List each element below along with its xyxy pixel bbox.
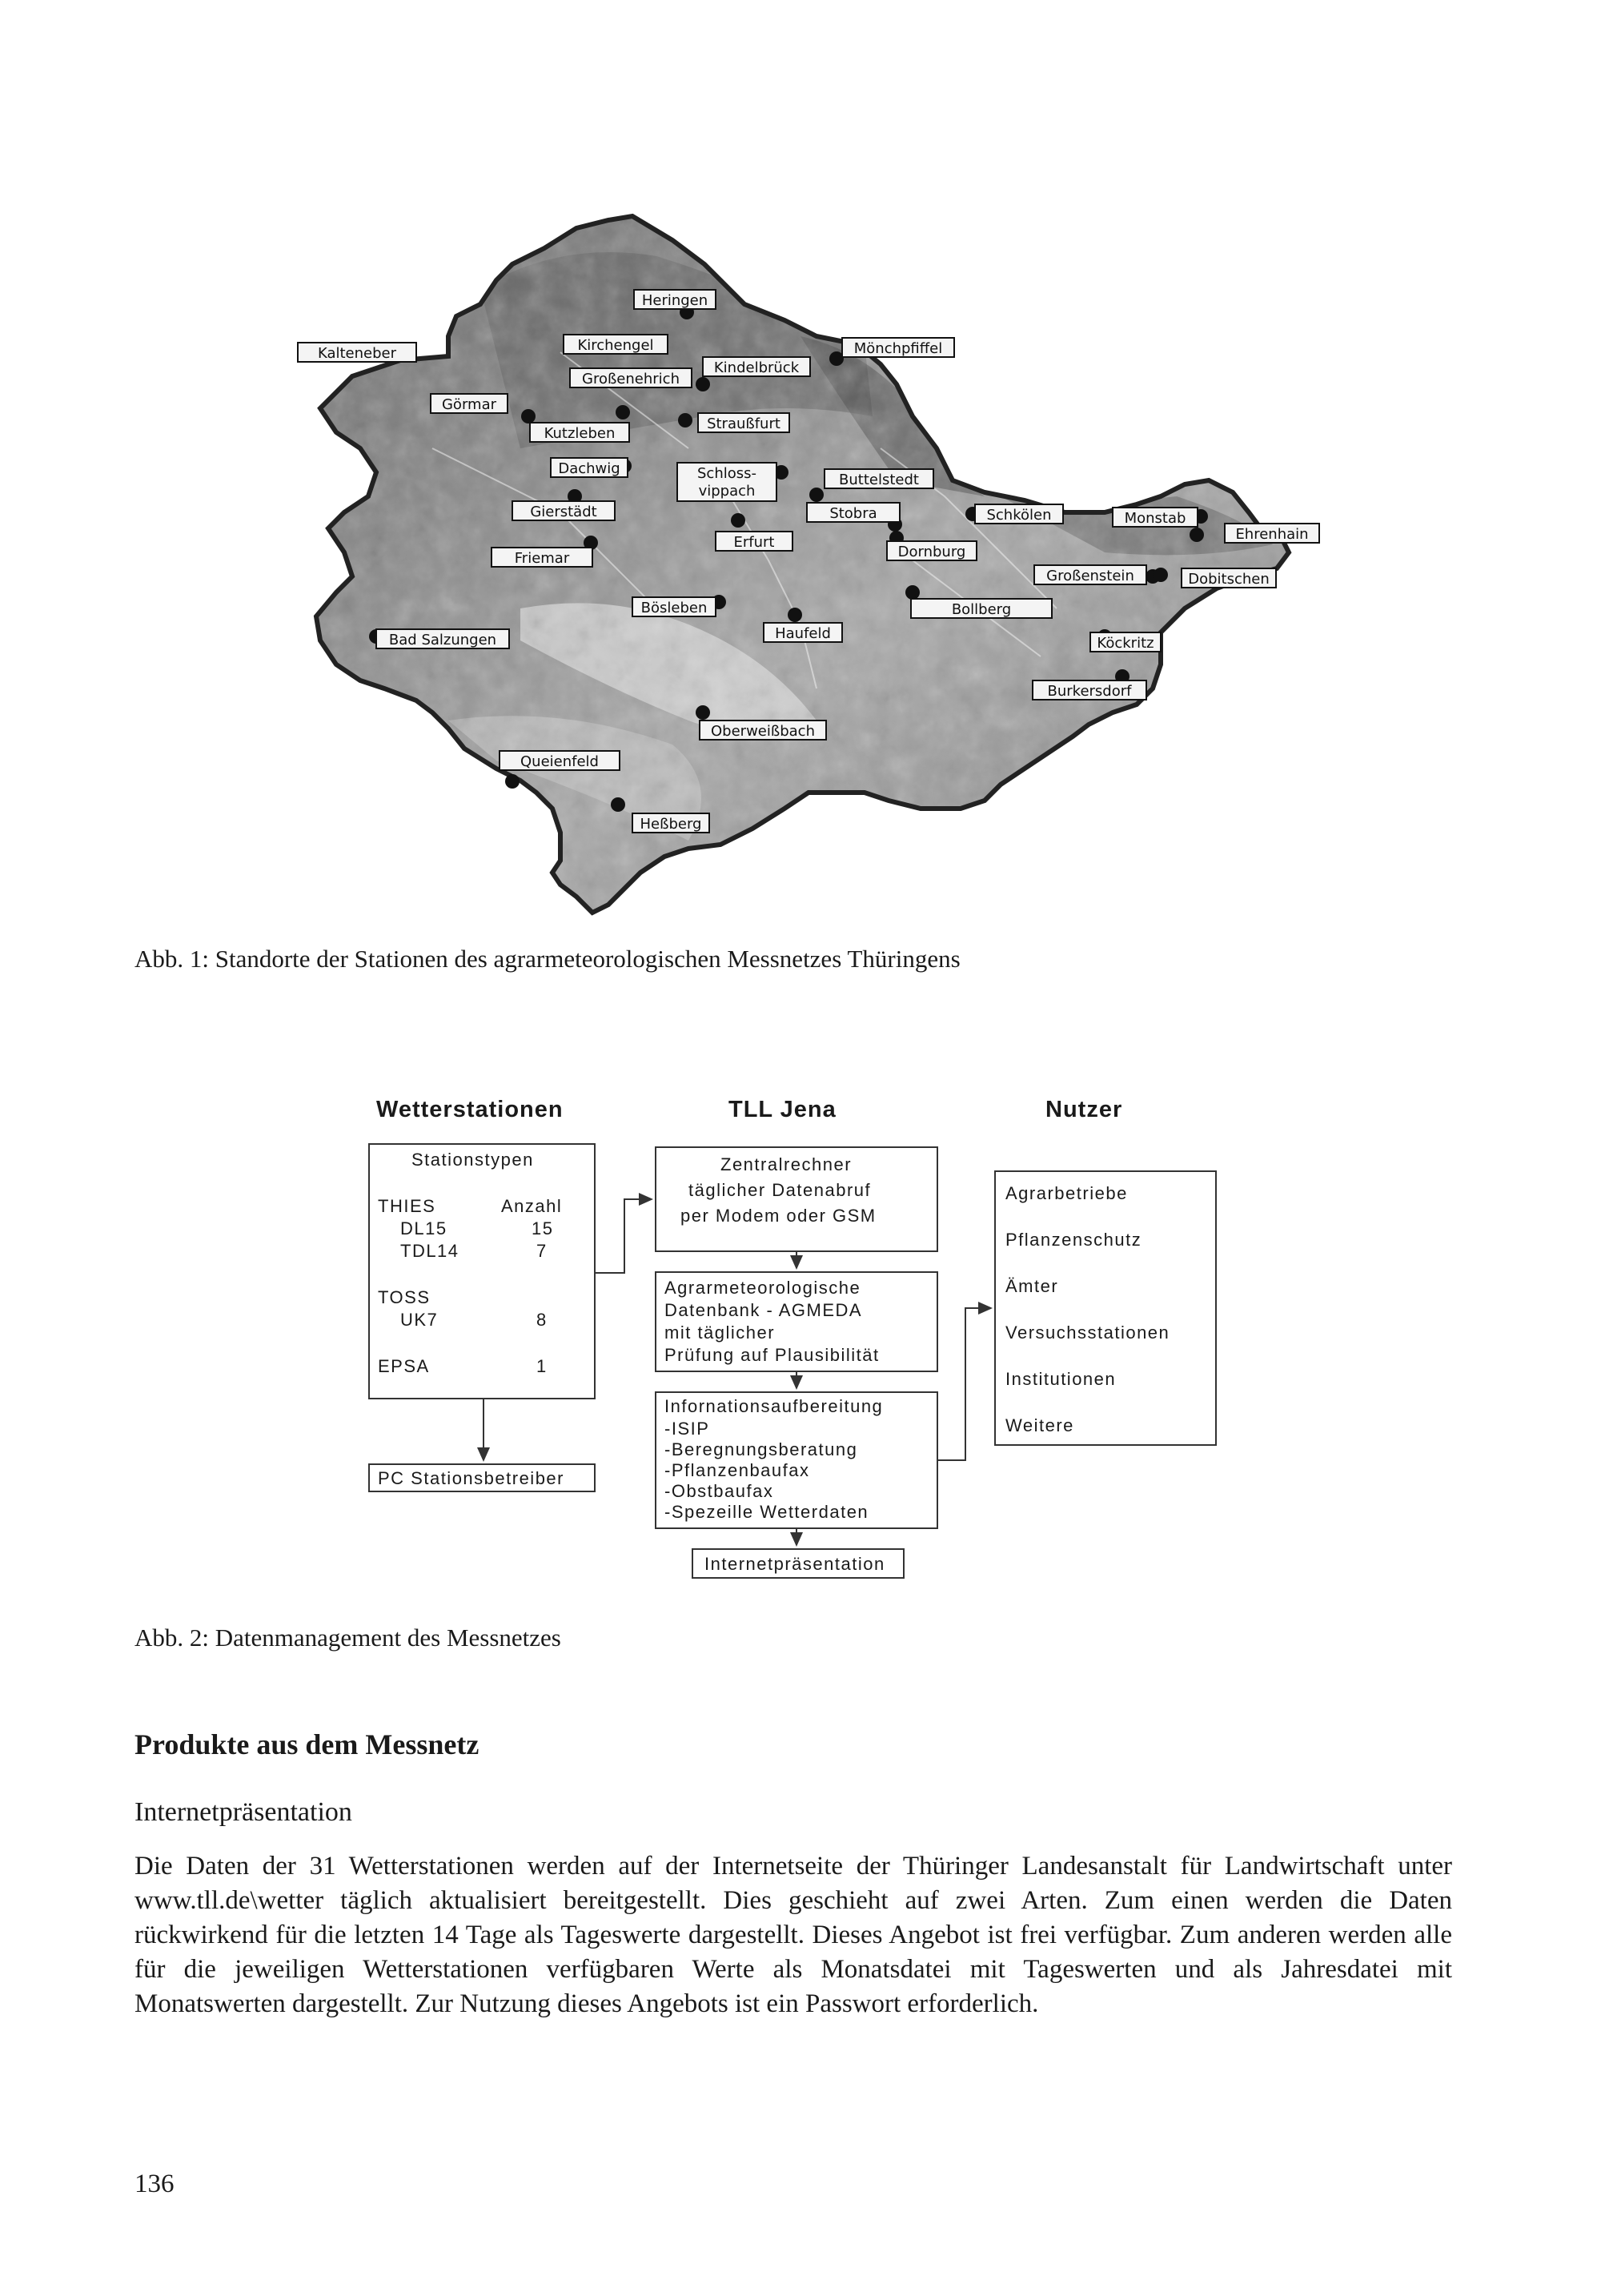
station-label-schkoelen: Schkölen — [986, 507, 1052, 524]
station-label-dachwig: Dachwig — [558, 460, 620, 477]
user-agrarbetriebe: Agrarbetriebe — [1005, 1183, 1128, 1203]
figure-2-caption: Abb. 2: Datenmanagement des Messnetzes — [134, 1624, 561, 1652]
station-label-grossenehrich: Großenehrich — [582, 371, 680, 387]
type-thies: THIES — [378, 1196, 436, 1216]
station-types-title: Stationstypen — [411, 1150, 534, 1170]
station-label-straussfurt: Straußfurt — [707, 415, 780, 432]
station-label-bollberg: Bollberg — [951, 601, 1012, 618]
column-head-tll: TLL Jena — [728, 1097, 837, 1122]
station-label-kalteneber: Kalteneber — [317, 345, 397, 362]
internet-label: Internetpräsentation — [704, 1554, 885, 1574]
body-paragraph: Die Daten der 31 Wetterstationen werden auf der Internetseite der Thüringer Landesanstalt für Landwirtschaft unter www.tll.de\wetter täglich aktualisiert bereitgestellt. Dies geschieht auf zwei Arten. Zum einen werden die Daten rückwirkend für die letzten 14 Tage als Tageswerte dargestellt. Dieses Angebot ist frei verfügbar. Zum anderen werden alle für die jeweiligen Wetterstationen verfügbaren Werte als Monatsdatei mit Tageswerten und als Jahresdatei mit Monatswerten dargestellt. Zur Nutzung dieses Angebots ist ein Passwort erforderlich. — [134, 1852, 1452, 2018]
processing-line-3: -Beregnungsberatung — [664, 1439, 858, 1459]
processing-line-2: -ISIP — [664, 1419, 710, 1439]
count-epsa: 1 — [536, 1356, 548, 1376]
station-label-dornburg: Dornburg — [897, 544, 966, 560]
section-heading: Produkte aus dem Messnetz — [134, 1728, 479, 1760]
station-label-ehrenhain: Ehrenhain — [1235, 526, 1309, 543]
type-toss: TOSS — [378, 1287, 431, 1307]
count-tdl14: 7 — [536, 1241, 548, 1261]
type-epsa: EPSA — [378, 1356, 430, 1376]
station-label-kindelbrueck: Kindelbrück — [713, 359, 800, 376]
processing-line-4: -Pflanzenbaufax — [664, 1460, 810, 1480]
station-label-monstab: Monstab — [1124, 510, 1186, 527]
station-label-grossenstein: Großenstein — [1046, 568, 1134, 584]
station-label-stobra: Stobra — [829, 505, 877, 522]
figure-1-caption: Abb. 1: Standorte der Stationen des agrarmeteorologischen Messnetzes Thüringens — [134, 945, 961, 973]
type-uk7: UK7 — [400, 1310, 439, 1330]
station-label-schlossvippach-1: Schloss- — [697, 465, 756, 482]
station-label-moenchpfiffel: Mönchpfiffel — [853, 340, 943, 357]
user-pflanzenschutz: Pflanzenschutz — [1005, 1230, 1142, 1250]
column-head-users: Nutzer — [1045, 1097, 1123, 1122]
processing-line-5: -Obstbaufax — [664, 1481, 774, 1501]
pc-operator-label: PC Stationsbetreiber — [378, 1468, 564, 1488]
database-line-3: mit täglicher — [664, 1323, 776, 1343]
user-institutionen: Institutionen — [1005, 1369, 1117, 1389]
station-label-koeckritz: Köckritz — [1097, 635, 1154, 652]
user-weitere: Weitere — [1005, 1415, 1074, 1435]
station-label-burkersdorf: Burkersdorf — [1047, 683, 1132, 700]
station-label-schlossvippach-2: vippach — [698, 483, 756, 500]
central-line-2: täglicher Datenabruf — [688, 1180, 872, 1200]
processing-line-1: Infornationsaufbereitung — [664, 1396, 884, 1416]
user-aemter: Ämter — [1005, 1276, 1059, 1296]
station-label-hessberg: Heßberg — [640, 816, 702, 833]
station-label-kutzleben: Kutzleben — [544, 425, 616, 442]
station-label-kirchengel: Kirchengel — [577, 337, 654, 354]
station-label-oberweissbach: Oberweißbach — [711, 723, 815, 740]
column-head-stations: Wetterstationen — [376, 1097, 564, 1122]
central-line-1: Zentralrechner — [720, 1154, 853, 1174]
station-label-boesleben: Bösleben — [640, 600, 708, 616]
station-label-gierstaedt: Gierstädt — [530, 504, 597, 520]
count-uk7: 8 — [536, 1310, 548, 1330]
station-label-dobitschen: Dobitschen — [1188, 571, 1270, 588]
central-line-3: per Modem oder GSM — [680, 1206, 877, 1226]
station-label-queienfeld: Queienfeld — [520, 753, 599, 770]
database-line-1: Agrarmeteorologische — [664, 1278, 861, 1298]
station-label-heringen: Heringen — [641, 292, 708, 309]
page-number: 136 — [134, 2170, 175, 2198]
count-header: Anzahl — [501, 1196, 563, 1216]
type-dl15: DL15 — [400, 1218, 447, 1238]
database-line-2: Datenbank - AGMEDA — [664, 1300, 863, 1320]
station-label-haufeld: Haufeld — [775, 625, 831, 642]
type-tdl14: TDL14 — [400, 1241, 459, 1261]
station-label-friemar: Friemar — [514, 550, 570, 567]
count-dl15: 15 — [532, 1218, 554, 1238]
database-line-4: Prüfung auf Plausibilität — [664, 1345, 880, 1365]
user-versuchsstationen: Versuchsstationen — [1005, 1323, 1170, 1343]
station-label-erfurt: Erfurt — [733, 534, 775, 551]
station-label-buttelstedt: Buttelstedt — [839, 472, 919, 488]
section-subheading: Internetpräsentation — [134, 1797, 352, 1827]
processing-line-6: -Spezeille Wetterdaten — [664, 1502, 869, 1522]
station-label-goermar: Görmar — [441, 396, 497, 413]
station-label-bad-salzungen: Bad Salzungen — [388, 632, 497, 648]
